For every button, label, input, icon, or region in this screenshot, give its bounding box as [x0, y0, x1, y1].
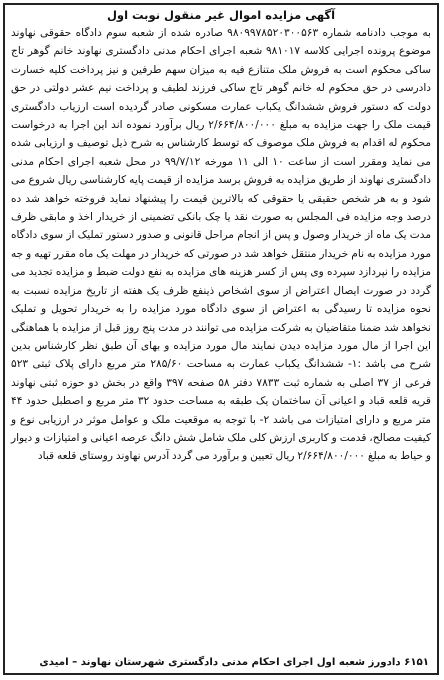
auction-notice	[3, 3, 439, 675]
notice-footer: ۶۱۵۱ دادورز شعبه اول اجرای احکام مدنی دادگستری شهرستان نهاوند – امیدی	[39, 657, 429, 668]
notice-paragraph: به موجب دادنامه شماره ۹۸۰۹۹۷۸۵۲۰۳۰۰۵۶۳ صادره شده از شعبه سوم دادگاه حقوقی نهاوند موضوع پرونده اجرایی کلاسه ۹۸۱۰۱۷ شعبه اجرای احکام مدنی دادگستری نهاوند خانم گوهر تاج ساکی محکوم است به فروش ملک متنازع فیه به میزان سهم طرفین و نیز پرداخت کلیه خسارت دادرسی در حق محکوم له خانم گوهر تاج ساکی فرزند لطیف و پرداخت نیم عشر دولتی در حق دولت که دستور فروش ششدانگ یکباب عمارت مسکونی صادر گردیده است ارزیاب دادگستری قیمت ملک را جهت مزایده به مبلغ ۲/۶۶۴/۸۰۰/۰۰۰ ریال برآورد نموده اند این اجرا به درخواست محکوم له اقدام به فروش ملک موصوف که توسط کارشناس به شرح ذیل توصیف و ارزیابی شده می نماید ومقرر است از ساعت ۱۰ الی ۱۱ مورخه ۹۹/۷/۱۲ در محل شعبه اجرای احکام مدنی دادگستری نهاوند از طریق مزایده به فروش برسد مزایده از قیمت پایه کارشناسی ریال شروع می شود و به هر شخص حقیقی یا حقوقی که بالاترین قیمت را پیشنهاد نماید فروخته خواهد شد ده درصد وجه مزایده فی المجلس به صورت نقد یا چک بانکی تضمینی از خریدار اخذ و مابقی ظرف مدت یک ماه از خریدار وصول و پس از انجام مراحل قانونی و صدور دستور تملیک از سوی دادگاه مورد مزایده به نام خریدار منتقل خواهد شد در صورتی که خریدار در مهلت یک ماه مقرر تهیه و جه مزایده را نپردازد سپرده وی پس از کسر هزینه های مزایده به نفع دولت ضبط و مزایده تجدید می گردد در صورت ایصال اعتراض از سوی اشخاص ذینفع ظرف یک هفته از تاریخ مزایده نسبت به نحوه مزایده تا رسیدگی به اعتراض از سوی دادگاه مورد مزایده را به خریدار تحویل و تملیک نخواهد شد ضمنا متقاضیان به شرکت مزایده می توانند در مدت پنج روز قبل از مزایده با هماهنگی این اجرا از مال مورد مزایده دیدن نمایند مال مورد مزایده و بهای آن طبق نظر کارشناس بدین شرح می باشد :۱- ششدانگ یکباب عمارت به مساحت ۲۸۵/۶۰ متر مربع دارای پلاک ثبتی ۵۲۳ فرعی از ۳۷ اصلی به شماره ثبت ۷۸۳۳ دفتر ۵۸ صفحه ۳۹۷ واقع در بخش دو حوزه ثبتی نهاوند قریه قلعه قباد و اعیانی آن ساختمان یک طبقه به مساحت حدود ۳۲ متر مربع و اصطبل حدود ۴۴ متر مربع و دارای امتیازات می باشد ۲- با توجه به موقعیت ملک و عوامل موثر در ارزیابی نوع و کیفیت مصالح، قدمت و کاربری ارزش کلی ملک شامل شش دانگ عرصه اعیانی و امتیازات و دیوار و حیاط به مبلغ ۲/۶۶۴/۸۰۰/۰۰۰ ریال تعیین و برآورد می گردد آدرس نهاوند روستای قلعه قباد	[11, 27, 432, 463]
notice-title: آگهی مزایده اموال غیر منقول نوبت اول	[106, 8, 336, 22]
notice-body	[11, 24, 431, 466]
